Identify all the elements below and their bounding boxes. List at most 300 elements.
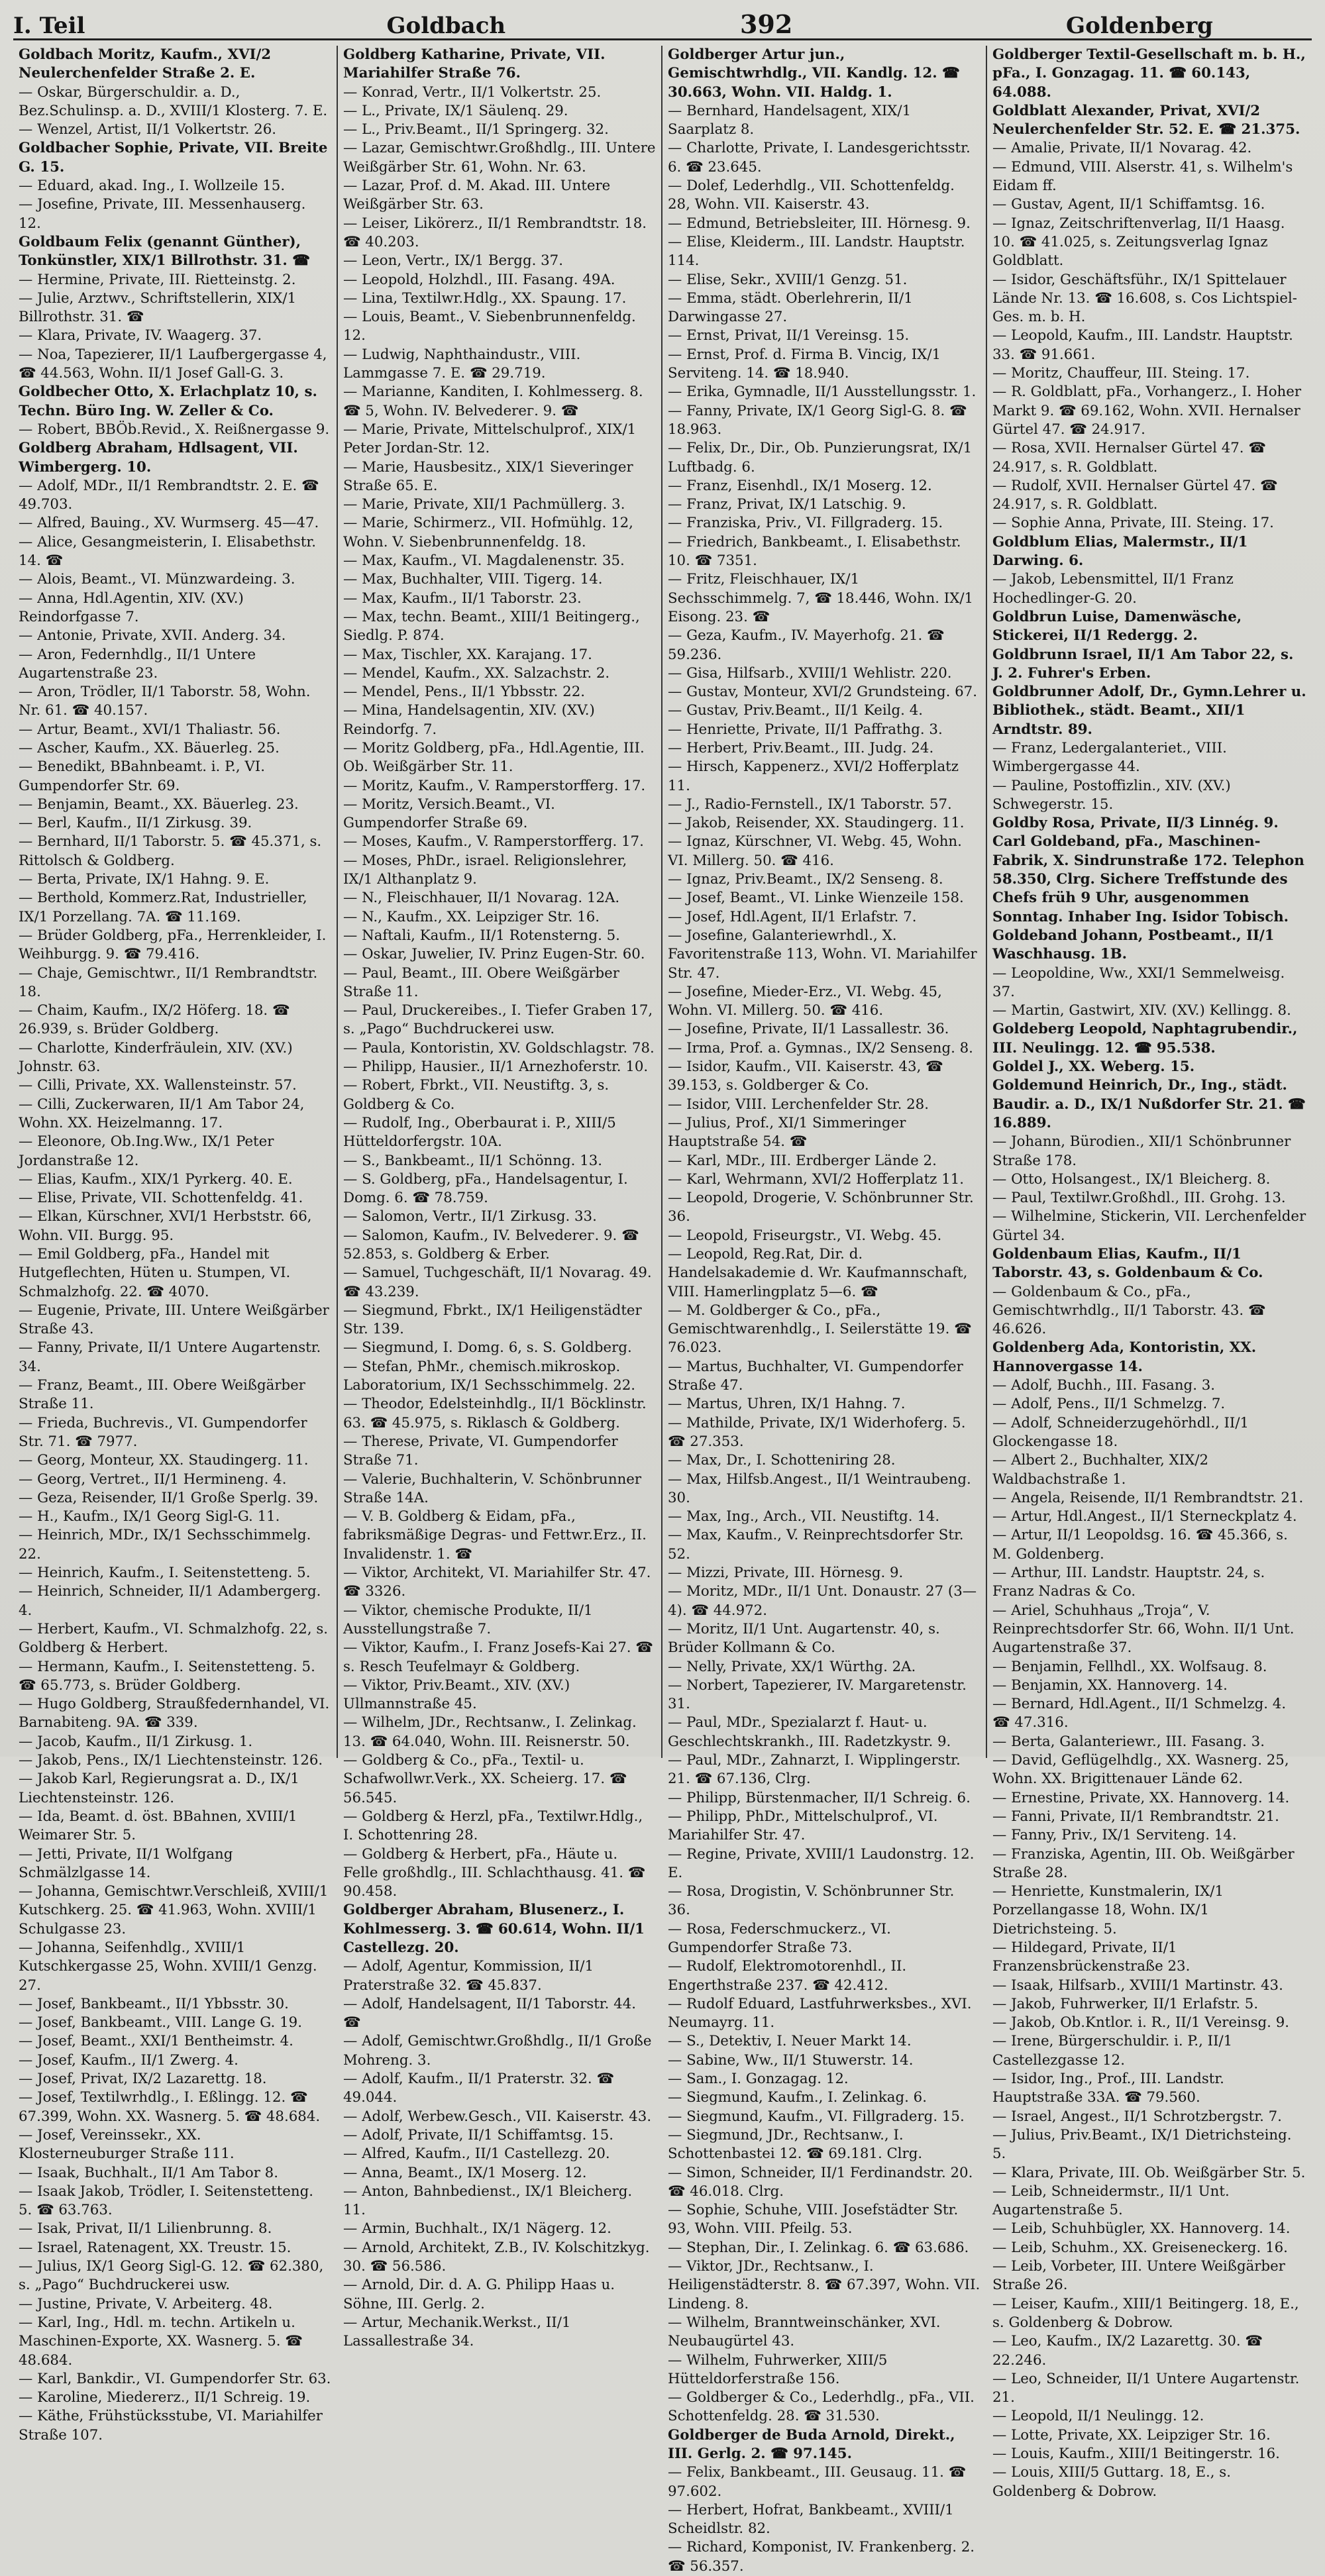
directory-entry: — Moritz, MDr., II/1 Unt. Donaustr. 27 (3—4). ☎ 44.972. [668, 1583, 977, 1619]
directory-entry: — Heinrich, MDr., IX/1 Sechsschimmelg. 22. [19, 1527, 311, 1563]
directory-entry: — Wilhelm, Fuhrwerker, XIII/5 Hütteldorferstraße 156. [668, 2351, 888, 2387]
directory-entry: — Rosa, Drogistin, V. Schönbrunner Str. 36. [668, 1883, 955, 1919]
directory-entry: — Karoline, Miedererz., II/1 Schreig. 19. [19, 2389, 311, 2406]
directory-entry: — Lina, Textilwr.Hdlg., XX. Spaung. 17. [343, 289, 627, 307]
directory-entry: — Adolf, Pens., II/1 Schmelzg. 7. [992, 1396, 1226, 1413]
directory-entry: — Viktor, Architekt, VI. Mariahilfer Str. 47. ☎ 3326. [343, 1565, 651, 1600]
directory-entry: — Martin, Gastwirt, XIV. (XV.) Kellingg. 8. [992, 1002, 1291, 1019]
directory-entry: — Elise, Private, VII. Schottenfeldg. 41. [19, 1190, 303, 1207]
directory-entry: — Adolf, Gemischtwr.Großhdlg., II/1 Große Mohreng. 3. [343, 2033, 652, 2069]
directory-entry: — M. Goldberger & Co., pFa., Gemischtwarenhdlg., I. Seilerstätte 19. ☎ 76.023. [668, 1302, 972, 1357]
directory-entry: Goldberg Katharine, Private, VII. Mariahilfer Straße 76. [343, 46, 606, 82]
directory-entry: — Franz, Ledergalanteriet., VIII. Wimbergergasse 44. [992, 739, 1227, 776]
directory-entry: — Sabine, Ww., II/1 Stuwerstr. 14. [668, 2051, 914, 2069]
directory-entry: — Moritz, Kaufm., V. Ramperstorfferg. 17. [343, 777, 646, 794]
directory-entry: — Marie, Private, Mittelschulprof., XIX/1 Peter Jordan-Str. 12. [343, 421, 637, 457]
directory-entry: — Louis, XIII/5 Guttarg. 18, E., s. Goldenberg & Dobrow. [992, 2464, 1232, 2500]
directory-entry: — Franziska, Agentin, III. Ob. Weißgärber Straße 28. [992, 1845, 1295, 1881]
directory-entry: Goldby Rosa, Private, II/3 Linnég. 9. [992, 815, 1279, 832]
directory-entry: — Edmund, VIII. Alserstr. 41, s. Wilhelm's Eidam ff. [992, 158, 1293, 195]
directory-entry: — Norbert, Tapezierer, IV. Margaretenstr. 31. [668, 1676, 967, 1713]
directory-entry: — Robert, BBÖb.Revid., X. Reißnergasse 9. [19, 421, 330, 438]
directory-entry: — Noa, Tapezierer, II/1 Laufbergergasse 4, ☎ 44.563, Wohn. II/1 Josef Gall-G. 3. [19, 346, 327, 382]
directory-entry: — Artur, Beamt., XVI/1 Thaliastr. 56. [19, 721, 281, 738]
directory-entry: — Alfred, Bauing., XV. Wurmserg. 45—47. [19, 515, 319, 532]
column-4 [987, 46, 1312, 2500]
directory-entry: — Aron, Trödler, II/1 Taborstr. 58, Wohn. Nr. 61. ☎ 40.157. [19, 684, 311, 719]
directory-entry: — Louis, Beamt., V. Siebenbrunnenfeldg. 12. [343, 309, 636, 344]
directory-entry: — Philipp, Hausier., II/1 Arnezhoferstr. 10. [343, 1058, 649, 1076]
directory-entry: — Wilhelm, Branntweinschänker, XVI. Neubaugürtel 43. [668, 2314, 941, 2350]
directory-entry: — Hildegard, Private, II/1 Franzensbrückenstraße 23. [992, 1939, 1191, 1975]
directory-entry: — Elkan, Kürschner, XVI/1 Herbststr. 66, Wohn. VII. Burgg. 95. [19, 1208, 312, 1244]
directory-entry: — Karl, Wehrmann, XVI/2 Hofferplatz 11. [668, 1170, 965, 1188]
directory-entry: — Artur, Mechanik.Werkst., II/1 Lassallestraße 34. [343, 2314, 571, 2350]
directory-entry: — Jakob Karl, Regierungsrat a. D., IX/1 Liechtensteinstr. 126. [19, 1771, 299, 1806]
directory-entry: — Konrad, Vertr., II/1 Volkertstr. 25. [343, 83, 602, 101]
directory-entry: — Benedikt, BBahnbeamt. i. P., VI. Gumpendorfer Str. 69. [19, 758, 265, 794]
directory-entry: — Edmund, Betriebsleiter, III. Hörnesg. 9. [668, 215, 971, 232]
directory-entry: — Karl, Ing., Hdl. m. techn. Artikeln u. Maschinen-Exporte, XX. Wasnerg. 5. ☎ 48.684. [19, 2314, 303, 2369]
directory-entry: — Ida, Beamt. d. öst. BBahnen, XVIII/1 Weimarer Str. 5. [19, 1808, 297, 1844]
directory-entry: — Charlotte, Kinderfräulein, XIV. (XV.) Johnstr. 63. [19, 1039, 293, 1076]
directory-entry: — Hugo Goldberg, Straußfedernhandel, VI. Barnabiteng. 9A. ☎ 339. [19, 1696, 330, 1731]
directory-entry: — Gustav, Agent, II/1 Schiffamtsg. 16. [992, 196, 1265, 213]
directory-entry: — Jakob, Ob.Kntlor. i. R., II/1 Vereinsg. 9. [992, 2014, 1290, 2032]
directory-entry: — Isaak, Buchhalt., II/1 Am Tabor 8. [19, 2164, 278, 2181]
directory-entry: — Herbert, Hofrat, Bankbeamt., XVIII/1 Scheidlstr. 82. [668, 2501, 954, 2538]
directory-entry: — Fritz, Fleischhauer, IX/1 Sechsschimmelg. 7, ☎ 18.446, Wohn. IX/1 Eisong. 23. ☎ [668, 571, 974, 625]
directory-entry: — Adolf, Buchh., III. Fasang. 3. [992, 1377, 1216, 1394]
directory-entry: — Martus, Uhren, IX/1 Hahng. 7. [668, 1396, 906, 1413]
directory-entry: — Adolf, Private, II/1 Schiffamtsg. 15. [343, 2126, 614, 2143]
directory-entry: — Salomon, Kaufm., IV. Belvederег. 9. ☎ 52.853, s. Goldberg & Erber. [343, 1227, 639, 1262]
directory-entry: — Moritz, Versich.Beamt., VI. Gumpendorfer Straße 69. [343, 796, 555, 832]
directory-entry: — Geza, Reisender, II/1 Große Sperlg. 39. [19, 1489, 319, 1506]
directory-entry: — Franz, Beamt., III. Obere Weißgärber Straße 11. [19, 1377, 305, 1413]
directory-entry: — Theodor, Edelsteinhdlg., II/1 Böcklinstr. 63. ☎ 45.975, s. Riklasch & Goldberg. [343, 1396, 647, 1431]
directory-entry: — Georg, Vertret., II/1 Hermineng. 4. [19, 1470, 287, 1488]
directory-entry: — Isak, Privat, II/1 Lilienbrunng. 8. [19, 2220, 272, 2238]
directory-entry: — Max, Kaufm., V. Reinprechtsdorfer Str. 52. [668, 1527, 964, 1563]
directory-entry: — Isidor, Kaufm., VII. Kaiserstr. 43, ☎ 39.153, s. Goldberger & Co. [668, 1058, 943, 1094]
directory-entry: — Goldberg & Herbert, pFa., Häute u. Felle großhdlg., III. Schlachthausg. 41. ☎ 90.458. [343, 1845, 646, 1900]
directory-entry: Goldbrun Luise, Damenwäsche, Stickerei, II/1 Redergg. 2. [992, 608, 1242, 644]
directory-entry: — Mina, Handelsagentin, XIV. (XV.) Reindorfg. 7. [343, 702, 595, 738]
directory-entry: — Josef, Vereinssekr., XX. Klosterneuburger Straße 111. [19, 2126, 235, 2163]
directory-entry: — Siegmund, I. Domg. 6, s. S. Goldberg. [343, 1339, 632, 1357]
directory-entry: — Bernard, Hdl.Agent., II/1 Schmelzg. 4. ☎ 47.316. [992, 1696, 1287, 1731]
directory-entry: — Elise, Sekr., XVIII/1 Genzg. 51. [668, 271, 908, 288]
directory-entry: — Max, Dr., I. Schotteniring 28. [668, 1452, 896, 1469]
directory-entry: Goldbacher Sophie, Private, VII. Breite G. 15. [19, 140, 328, 176]
directory-entry: Goldbach Moritz, Kaufm., XVI/2 Neulerchenfelder Straße 2. E. [19, 46, 272, 82]
directory-entry: — Cilli, Private, XX. Wallensteinstr. 57. [19, 1077, 297, 1094]
directory-entry: — Eleonore, Ob.Ing.Ww., IX/1 Peter Jordanstraße 12. [19, 1133, 274, 1169]
directory-entry: — Adolf, MDr., II/1 Rembrandtstr. 2. E. ☎ 49.703. [19, 477, 319, 513]
directory-entry: — Leopold, II/1 Neulingg. 12. [992, 2408, 1204, 2425]
directory-entry: — Goldberg & Herzl, pFa., Textilwr.Hdlg., I. Schottenring 28. [343, 1808, 643, 1844]
directory-entry: — Samuel, Tuchgeschäft, II/1 Novarag. 49. ☎ 43.239. [343, 1264, 652, 1300]
directory-entry: Goldel J., XX. Weberg. 15. [992, 1058, 1195, 1076]
directory-entry: — Ariel, Schuhhaus „Troja“, V. Reinprechtsdorfer Str. 66, Wohn. II/1 Unt. Augartenstraße 37. [992, 1602, 1295, 1657]
directory-entry: — Adolf, Schneiderzugehörhdl., II/1 Glockengasse 18. [992, 1414, 1249, 1450]
directory-entry: — Rudolf, XVII. Hernalser Gürtel 47. ☎ 24.917, s. R. Goldblatt. [992, 477, 1278, 513]
directory-entry: — L., Private, IX/1 Säulenq. 29. [343, 102, 568, 119]
directory-entry: — Elise, Kleiderm., III. Landstr. Hauptstr. 114. [668, 233, 965, 270]
directory-entry: — Anna, Beamt., IX/1 Moserg. 12. [343, 2164, 587, 2181]
directory-entry: — Berthold, Kommerz.Rat, Industrieller, IX/1 Porzellang. 7A. ☎ 11.169. [19, 890, 307, 925]
directory-entry: — Oskar, Bürgerschuldir. a. D., Bez.Schulinsp. a. D., XVIII/1 Klosterg. 7. E. [19, 83, 328, 119]
directory-entry: — Karl, MDr., III. Erdberger Lände 2. [668, 1152, 937, 1169]
directory-entry: — Moritz, II/1 Unt. Augartenstr. 40, s. Brüder Kollmann & Co. [668, 1620, 940, 1657]
directory-entry: — Isidor, VIII. Lerchenfelder Str. 28. [668, 1096, 929, 1113]
directory-entry: — Bernhard, Handelsagent, XIX/1 Saarplatz 8. [668, 102, 912, 138]
directory-entry: — Gustav, Monteur, XVI/2 Grundsteing. 67. [668, 684, 977, 701]
directory-entry: — Gisa, Hilfsarb., XVIII/1 Wehlistr. 220. [668, 664, 952, 682]
directory-entry: — Johanna, Seifenhdlg., XVIII/1 Kutschkergasse 25, Wohn. XVIII/1 Genzg. 27. [19, 1939, 317, 1994]
directory-entry: — Julius, IX/1 Georg Sigl-G. 12. ☎ 62.380, s. „Pago“ Buchdruckerei usw. [19, 2258, 324, 2294]
directory-entry: — Jetti, Private, II/1 Wolfgang Schmälzlgasse 14. [19, 1845, 233, 1881]
directory-entry: — Alice, Gesangmeisterin, I. Elisabethstr. 14. ☎ [19, 533, 317, 570]
directory-entry: Goldberger de Buda Arnold, Direkt., III. Gerlg. 2. ☎ 97.145. [668, 2426, 955, 2462]
directory-entry: — Klara, Private, III. Ob. Weißgärber Str. 5. [992, 2164, 1306, 2181]
directory-entry: — Anna, Hdl.Agentin, XIV. (XV.) Reindorfgasse 7. [19, 590, 244, 625]
directory-entry: — Leopold, Friseurgstr., VI. Webg. 45. [668, 1227, 942, 1244]
directory-entry: — Karl, Bankdir., VI. Gumpendorfer Str. 63. [19, 2370, 331, 2387]
directory-entry: — Wilhelmine, Stickerin, VII. Lerchenfelder Gürtel 34. [992, 1208, 1306, 1244]
directory-entry: — Albert 2., Buchhalter, XIX/2 Waldbachstraße 1. [992, 1452, 1209, 1488]
directory-entry: — Franziska, Priv., VI. Fillgraderg. 15. [668, 515, 943, 532]
directory-entry: — Mendel, Pens., II/1 Ybbsstr. 22. [343, 684, 586, 701]
directory-entry: — Martus, Buchhalter, VI. Gumpendorfer Straße 47. [668, 1358, 963, 1394]
directory-entry: Goldeberg Leopold, Naphtagrubendir., III. Neulingg. 12. ☎ 95.538. [992, 1021, 1298, 1056]
directory-entry: — Dolef, Lederhdlg., VII. Schottenfeldg. 28, Wohn. VII. Kaiserstr. 43. [668, 178, 955, 213]
directory-entry: — Jakob, Pens., IX/1 Liechtensteinstr. 126. [19, 1752, 323, 1769]
directory-entry: — Oskar, Juwelier, IV. Prinz Eugen-Str. 60. [343, 946, 645, 963]
directory-entry: — Benjamin, Fellhdl., XX. Wolfsaug. 8. [992, 1658, 1267, 1675]
directory-entry: — Therese, Private, VI. Gumpendorfer Straße 71. [343, 1433, 618, 1469]
directory-entry: — Amalie, Private, II/1 Novarag. 42. [992, 140, 1252, 157]
directory-entry: — Siegmund, Kaufm., VI. Fillgraderg. 15. [668, 2108, 965, 2125]
directory-entry: — Regine, Private, XVIII/1 Laudonstrg. 12. E. [668, 1845, 975, 1881]
directory-entry: Goldbrunner Adolf, Dr., Gymn.Lehrer u. Bibliothek., städt. Beamt., XII/1 Arndtstr. 89. [992, 684, 1306, 738]
directory-entry: — Chaim, Kaufm., IX/2 Höferg. 18. ☎ 26.939, s. Brüder Goldberg. [19, 1002, 290, 1038]
directory-entry: — Adolf, Agentur, Kommission, II/1 Praterstraße 32. ☎ 45.837. [343, 1958, 594, 1994]
directory-entry: — Aron, Federnhdlg., II/1 Untere Augartenstraße 23. [19, 646, 256, 682]
directory-entry: — Leopold, Kaufm., III. Landstr. Hauptstr. 33. ☎ 91.661. [992, 327, 1293, 363]
directory-entry: — Klara, Private, IV. Waagerg. 37. [19, 327, 262, 344]
directory-entry: — Rudolf, Ing., Oberbaurat i. P., XIII/5 Hütteldorfergstr. 10A. [343, 1114, 616, 1151]
directory-entry: — Louis, Kaufm., XIII/1 Beitingerstr. 16. [992, 2446, 1280, 2462]
directory-entry: — V. B. Goldberg & Eidam, pFa., fabriksmäßige Degras- und Fettwr.Erz., II. Invalidenstr. 1. ☎ [343, 1508, 647, 1563]
directory-entry: — Isaak, Hilfsarb., XVIII/1 Martinstr. 43. [992, 1977, 1283, 1994]
directory-entry: Goldemund Heinrich, Dr., Ing., städt. Baudir. a. D., IX/1 Nußdorfer Str. 21. ☎ 16.889. [992, 1077, 1306, 1131]
directory-entry: — Gustav, Priv.Beamt., II/1 Keilg. 4. [668, 702, 924, 719]
directory-entry: — Henriette, Private, II/1 Paffrathg. 3. [668, 721, 943, 738]
directory-entry: Goldeband Johann, Postbeamt., II/1 Waschhausg. 1B. [992, 927, 1275, 963]
directory-entry: Goldberger Abraham, Blusenerz., I. Kohlmesserg. 3. ☎ 60.614, Wohn. II/1 Castellezg. 20. [343, 1902, 645, 1956]
directory-entry: — Leopoldine, Ww., XXI/1 Semmelweisg. 37. [992, 964, 1285, 1000]
directory-entry: — Max, Buchhalter, VIII. Tigerg. 14. [343, 571, 603, 588]
directory-entry: — Max, Kaufm., VI. Magdalenenstr. 35. [343, 552, 625, 570]
directory-entry: — Sophie, Schuhe, VIII. Josefstädter Str. 93, Wohn. VIII. Pfeilg. 53. [668, 2202, 959, 2238]
directory-entry: — Leiser, Likörerz., II/1 Rembrandtstr. 18. ☎ 40.203. [343, 215, 647, 250]
directory-entry: — Eugenie, Private, III. Untere Weißgärber Straße 43. [19, 1302, 329, 1338]
directory-entry: — Berta, Galanteriewr., III. Fasang. 3. [992, 1733, 1265, 1750]
directory-entry: — Rosa, XVII. Hernalser Gürtel 47. ☎ 24.917, s. R. Goldblatt. [992, 440, 1266, 476]
directory-entry: — N., Fleischhauer, II/1 Novarag. 12A. [343, 890, 620, 907]
column-2 [338, 46, 662, 2350]
directory-entry: — Herbert, Priv.Beamt., III. Judg. 24. [668, 739, 934, 756]
directory-entry: — Adolf, Handelsagent, II/1 Taborstr. 44. ☎ [343, 1995, 637, 2032]
directory-entry: — R. Goldblatt, pFa., Vorhangerz., I. Hoher Markt 9. ☎ 69.162, Wohn. XVII. Hernalser Gürtel 47. ☎ 24.917. [992, 384, 1302, 438]
directory-entry: — Philipp, PhDr., Mittelschulprof., VI. Mariahilfer Str. 47. [668, 1808, 938, 1844]
directory-entry: — S., Bankbeamt., II/1 Schönng. 13. [343, 1152, 603, 1169]
directory-entry: Goldbrunn Israel, II/1 Am Tabor 22, s. J. 2. Fuhrer's Erben. [992, 646, 1294, 682]
directory-entry: — Ernst, Privat, II/1 Vereinsg. 15. [668, 327, 910, 344]
directory-entry: — Ignaz, Priv.Beamt., IX/2 Senseng. 8. [668, 871, 943, 888]
directory-entry: Goldenbaum Elias, Kaufm., II/1 Taborstr. 43, s. Goldenbaum & Co. [992, 1246, 1263, 1282]
directory-entry: — Goldberg & Co., pFa., Textil- u. Schafwollwr.Verk., XX. Scheierg. 17. ☎ 56.545. [343, 1752, 627, 1806]
directory-entry: — Ernestine, Private, XX. Hannoverg. 14. [992, 1789, 1290, 1806]
directory-entry: — Antonie, Private, XVII. Anderg. 34. [19, 627, 286, 644]
directory-entry: — Josefine, Mieder-Erz., VI. Webg. 45, Wohn. VI. Millerg. 50. ☎ 416. [668, 983, 942, 1019]
directory-entry: — Heinrich, Kaufm., I. Seitenstetteng. 5. [19, 1565, 311, 1582]
directory-entry: — Emma, städt. Oberlehrerin, II/1 Darwingasse 27. [668, 289, 913, 326]
directory-entry: — Josef, Beamt., XXI/1 Bentheimstr. 4. [19, 2033, 293, 2050]
directory-entry: Goldbecher Otto, X. Erlachplatz 10, s. Techn. Büro Ing. W. Zeller & Co. [19, 384, 317, 419]
directory-entry: — Hermann, Kaufm., I. Seitenstetteng. 5. ☎ 65.773, s. Brüder Goldberg. [19, 1658, 315, 1694]
directory-entry: — Hermine, Private, III. Rietteinstg. 2. [19, 271, 296, 288]
directory-entry: — Geza, Kaufm., IV. Mayerhofg. 21. ☎ 59.236. [668, 627, 945, 663]
directory-entry: — Paul, MDr., Zahnarzt, I. Wipplingerstr. 21. ☎ 67.136, Clrg. [668, 1752, 961, 1788]
directory-entry: — Lotte, Private, XX. Leipziger Str. 16. [992, 2426, 1271, 2444]
directory-entry: — Irma, Prof. a. Gymnas., IX/2 Senseng. 8. [668, 1039, 973, 1056]
directory-entry: — Julius, Prof., XI/1 Simmeringer Hauptstraße 54. ☎ [668, 1114, 906, 1151]
directory-entry: — Robert, Fbrkt., VII. Neustiftg. 3, s. Goldberg & Co. [343, 1077, 610, 1113]
directory-entry: — Artur, Hdl.Angest., II/1 Sterneckplatz 4. [992, 1508, 1297, 1525]
directory-entry: — Cilli, Zuckerwaren, II/1 Am Tabor 24, Wohn. XX. Heizelmanng. 17. [19, 1096, 305, 1131]
directory-entry: — Marie, Schirmerz., VII. Hofmühlg. 12, Wohn. V. Siebenbrunnenfeldg. 18. [343, 515, 633, 550]
directory-entry: Goldblatt Alexander, Privat, XVI/2 Neulerchenfelder Str. 52. E. ☎ 21.375. [992, 102, 1300, 138]
last-entry-keyword: Goldenberg [1066, 13, 1213, 39]
directory-entry: Carl Goldeband, pFa., Maschinen-Fabrik, X. Sindrunstraße 172. Telephon 58.350, Clrg. Sichere Treffstunde des Chefs früh 9 Uhr, ausgenommen Sonntag. Inhaber Ing. Isidor Tobisch. [992, 833, 1304, 925]
directory-entry: — Hirsch, Kappenerz., XVI/2 Hofferplatz 11. [668, 758, 959, 794]
directory-entry: Goldblum Elias, Malermstr., II/1 Darwing. 6. [992, 533, 1248, 570]
directory-entry: — Georg, Monteur, XX. Staudingerg. 11. [19, 1452, 309, 1469]
directory-entry: Goldbaum Felix (genannt Günther), Tonkünstler, XIX/1 Billrothstr. 31. ☎ [19, 233, 310, 270]
directory-entry: — Leiser, Kaufm., XIII/1 Beitingerg. 18, E., s. Goldenberg & Dobrow. [992, 2295, 1299, 2331]
directory-entry: — Leib, Schuhbügler, XX. Hannoverg. 14. [992, 2220, 1291, 2238]
directory-entry: — David, Geflügelhdlg., XX. Wasnerg. 25, Wohn. XX. Brigittenauer Lände 62. [992, 1752, 1289, 1788]
directory-entry: — Fanny, Priv., IX/1 Serviteng. 14. [992, 1827, 1237, 1844]
directory-entry: — Lazar, Gemischtwr.Großhdlg., III. Untere Weißgärber Str. 61, Wohn. Nr. 63. [343, 140, 656, 176]
directory-entry: — Frieda, Buchrevis., VI. Gumpendorfer Str. 71. ☎ 7977. [19, 1414, 307, 1450]
directory-entry: — Max, Hilfsb.Angest., II/1 Weintraubeng. 30. [668, 1470, 971, 1506]
directory-entry: — Paula, Kontoristin, XV. Goldschlagstr. 78. [343, 1039, 655, 1056]
directory-entry: — Franz, Eisenhdl., IX/1 Moserg. 12. [668, 477, 932, 494]
directory-entry: — Josef, Textilwrhdlg., I. Eßlingg. 12. ☎ 67.399, Wohn. XX. Wasnerg. 5. ☎ 48.684. [19, 2089, 321, 2125]
directory-entry: — Richard, Komponist, IV. Frankenberg. 2. ☎ 56.357. [668, 2539, 975, 2575]
directory-entry: — Josef, Beamt., VI. Linke Wienzeile 158. [668, 890, 964, 907]
directory-entry: — Herbert, Kaufm., VI. Schmalzhofg. 22, s. Goldberg & Herbert. [19, 1620, 329, 1657]
directory-entry: — Franz, Privat, IX/1 Latschig. 9. [668, 496, 906, 513]
directory-entry: — Paul, MDr., Spezialarzt f. Haut- u. Geschlechtskrankh., III. Radetzkystr. 9. [668, 1714, 951, 1750]
directory-entry: — Armin, Buchhalt., IX/1 Nägerg. 12. [343, 2220, 611, 2238]
column-3 [662, 46, 987, 2575]
directory-entry: — Jakob, Reisender, XX. Staudingerg. 11. [668, 815, 965, 832]
directory-entry: — Isidor, Ing., Prof., III. Landstr. Hauptstraße 33A. ☎ 79.560. [992, 2071, 1224, 2106]
directory-entry: — Leo, Schneider, II/1 Untere Augartenstr. 21. [992, 2370, 1300, 2406]
directory-entry: — Leopold, Drogerie, V. Schönbrunner Str. 36. [668, 1190, 974, 1225]
directory-entry: — Viktor, Priv.Beamt., XIV. (XV.) Ullmannstraße 45. [343, 1676, 570, 1713]
directory-entry: — Siegmund, Kaufm., I. Zelinkag. 6. [668, 2089, 927, 2106]
directory-entry: — Josefine, Galanteriewrhdl., X. Favoritenstraße 113, Wohn. VI. Mariahilfer Str. 47. [668, 927, 977, 982]
directory-entry: — Emil Goldberg, pFa., Handel mit Hutgeflechten, Hüten u. Stumpen, VI. Schmalzhofg. 22. ☎ 4070. [19, 1246, 291, 1300]
directory-entry: — Ignaz, Zeitschriftenverlag, II/1 Haasg. 10. ☎ 41.025, s. Zeitungsverlag Ignaz Goldblatt. [992, 215, 1285, 270]
directory-entry: — Leib, Schuhm., XX. Greiseneckerg. 16. [992, 2239, 1288, 2256]
directory-entry: — Sophie Anna, Private, III. Steing. 17. [992, 515, 1274, 532]
directory-entry: — Paul, Textilwr.Großhdl., III. Grohg. 13. [992, 1190, 1286, 1207]
directory-entry: — Brüder Goldberg, pFa., Herrenkleider, I. Weihburgg. 9. ☎ 79.416. [19, 927, 327, 963]
directory-entry: — Stephan, Dir., I. Zelinkag. 6. ☎ 63.686. [668, 2239, 969, 2256]
directory-entry: — Anton, Bahnbedienst., IX/1 Bleicherg. 11. [343, 2183, 633, 2219]
directory-entry: — Stefan, PhMr., chemisch.mikroskop. Laboratorium, IX/1 Sechsschimmelg. 22. [343, 1358, 636, 1394]
directory-entry: — Josef, Bankbeamt., II/1 Ybbsstr. 30. [19, 1995, 289, 2012]
page-number: 392 [739, 9, 793, 39]
directory-entry: — Ernst, Prof. d. Firma B. Vincig, IX/1 Serviteng. 14. ☎ 18.940. [668, 346, 941, 382]
page-header [13, 9, 1312, 40]
directory-entry: — Fanny, Private, IX/1 Georg Sigl-G. 8. ☎ 18.963. [668, 402, 967, 438]
directory-entry: — Jakob, Fuhrwerker, II/1 Erlafstr. 5. [992, 1995, 1259, 2012]
directory-entry: — Arnold, Architekt, Z.B., IV. Kolschitzkyg. 30. ☎ 56.586. [343, 2239, 650, 2275]
directory-entry: — J., Radio-Fernstell., IX/1 Taborstr. 57. [668, 796, 952, 813]
directory-entry: — Nelly, Private, XX/1 Würthg. 2A. [668, 1658, 916, 1675]
directory-entry: — Moritz, Chauffeur, III. Steing. 17. [992, 365, 1250, 382]
directory-entry: — Valerie, Buchhalterin, V. Schönbrunner Straße 14A. [343, 1470, 642, 1506]
directory-entry: — Alfred, Kaufm., II/1 Castellezg. 20. [343, 2145, 610, 2163]
directory-entry: — Alois, Beamt., VI. Münzwardeing. 3. [19, 571, 295, 588]
directory-entry: — Lazar, Prof. d. M. Akad. III. Untere Weißgärber Str. 63. [343, 178, 611, 213]
directory-entry: — Goldenbaum & Co., pFa., Gemischtwrhdlg., II/1 Taborstr. 43. ☎ 46.626. [992, 1283, 1266, 1338]
directory-entry: — S. Goldberg, pFa., Handelsagentur, I. Domg. 6. ☎ 78.759. [343, 1170, 628, 1207]
directory-entry: — Berl, Kaufm., II/1 Zirkusg. 39. [19, 815, 252, 832]
directory-entry: — Artur, II/1 Leopoldsg. 16. ☎ 45.366, s. M. Goldenberg. [992, 1527, 1288, 1563]
directory-entry: — Marie, Private, XII/1 Pachmüllerg. 3. [343, 496, 625, 513]
directory-entry: — Julius, Priv.Beamt., IX/1 Dietrichsteing. 5. [992, 2126, 1292, 2163]
directory-entry: — Leo, Kaufm., IX/2 Lazarettg. 30. ☎ 22.246. [992, 2333, 1263, 2369]
directory-entry: — Viktor, Kaufm., I. Franz Josefs-Kai 27. ☎ s. Resch Teufelmayr & Goldberg. [343, 1639, 653, 1675]
directory-entry: — Adolf, Kaufm., II/1 Praterstr. 32. ☎ 49.044. [343, 2071, 614, 2106]
directory-entry: — Ascher, Kaufm., XX. Bäuerleg. 25. [19, 739, 280, 756]
directory-entry: — Isidor, Geschäftsführ., IX/1 Spittelauer Lände Nr. 13. ☎ 16.608, s. Cos Lichtspiel-Ges. m. b. H. [992, 271, 1297, 326]
directory-entry: — Fanny, Private, II/1 Untere Augartenstr. 34. [19, 1339, 321, 1375]
directory-entry: — Johann, Bürodien., XII/1 Schönbrunner Straße 178. [992, 1133, 1291, 1169]
directory-entry: — Felix, Bankbeamt., III. Geusaug. 11. ☎ 97.602. [668, 2464, 967, 2500]
directory-entry: — Max, Ing., Arch., VII. Neustiftg. 14. [668, 1508, 940, 1525]
directory-entry: — Moses, PhDr., israel. Religionslehrer, IX/1 Althanplatz 9. [343, 852, 627, 888]
directory-entry: — Rudolf Eduard, Lastfuhrwerksbes., XVI. Neumayrg. 11. [668, 1995, 972, 2032]
directory-entry: — Benjamin, XX. Hannoverg. 14. [992, 1676, 1228, 1694]
directory-entry: — Moses, Kaufm., V. Ramperstorfferg. 17. [343, 833, 644, 850]
column-1 [13, 46, 338, 2444]
directory-entry: — Max, techn. Beamt., XIII/1 Beitingerg., Siedlg. P. 874. [343, 608, 640, 644]
directory-entry: — Henriette, Kunstmalerin, IX/1 Porzellangasse 18, Wohn. IX/1 Dietrichsteing. 5. [992, 1883, 1224, 1937]
directory-entry: — Benjamin, Beamt., XX. Bäuerleg. 23. [19, 796, 299, 813]
directory-entry: — Johanna, Gemischtwr.Verschleiß, XVIII/1 Kutschkerg. 25. ☎ 41.963, Wohn. XVIII/1 Schulgasse 23. [19, 1883, 329, 1937]
directory-entry: — Viktor, JDr., Rechtsanw., I. Heiligenstädterstr. 8. ☎ 67.397, Wohn. VII. Lindeng. 8. [668, 2258, 980, 2312]
directory-entry: — Felix, Dr., Dir., Ob. Punzierungsrat, IX/1 Luftbadg. 6. [668, 440, 973, 476]
directory-entry: — Simon, Schneider, II/1 Ferdinandstr. 20. ☎ 46.018. Clrg. [668, 2164, 973, 2200]
directory-entry: — Julie, Arztwv., Schriftstellerin, XIX/1 Billrothstr. 31. ☎ [19, 289, 297, 326]
directory-entry: — Goldberger & Co., Lederhdlg., pFa., VII. Schottenfeldg. 28. ☎ 31.530. [668, 2389, 975, 2425]
directory-entry: — Käthe, Frühstücksstube, VI. Mariahilfer Straße 107. [19, 2408, 323, 2444]
directory-entry: — Mizzi, Private, III. Hörnesg. 9. [668, 1565, 904, 1582]
directory-entry: — Siegmund, JDr., Rechtsanw., I. Schottenbastei 12. ☎ 69.181. Clrg. [668, 2126, 923, 2163]
directory-entry: — Elias, Kaufm., XIX/1 Pyrkerg. 40. E. [19, 1170, 293, 1188]
directory-entry: — Salomon, Vertr., II/1 Zirkusg. 33. [343, 1208, 597, 1225]
directory-entry: — Josef, Bankbeamt., VIII. Lange G. 19. [19, 2014, 302, 2032]
directory-entry: — Josef, Privat, IX/2 Lazarettg. 18. [19, 2071, 267, 2088]
directory-entry: — Ludwig, Naphthaindustr., VIII. Lammgasse 7. E. ☎ 29.719. [343, 346, 581, 382]
directory-entry: — Marie, Hausbesitz., XIX/1 Sieveringer Straße 65. E. [343, 458, 633, 494]
directory-entry: — Josefine, Private, II/1 Lassallestr. 36. [668, 1021, 949, 1038]
directory-entry: — N., Kaufm., XX. Leipziger Str. 16. [343, 908, 600, 925]
directory-entry: — L., Priv.Beamt., II/1 Springerg. 32. [343, 121, 609, 138]
directory-entry: — Paul, Druckereibes., I. Tiefer Graben 17, s. „Pago“ Buchdruckerei usw. [343, 1002, 653, 1038]
directory-entry: — Naftali, Kaufm., II/1 Rotensterng. 5. [343, 927, 620, 944]
directory-entry: — Justine, Private, V. Arbeiterg. 48. [19, 2295, 273, 2312]
directory-entry: — H., Kaufm., IX/1 Georg Sigl-G. 11. [19, 1508, 280, 1525]
directory-entry: — Josefine, Private, III. Messenhauserg. 12. [19, 196, 306, 232]
directory-entry: — Irene, Bürgerschuldir. i. P., II/1 Castellezgasse 12. [992, 2033, 1233, 2069]
directory-entry: — Berta, Private, IX/1 Hahng. 9. E. [19, 871, 270, 888]
directory-entry: Goldberger Artur jun., Gemischtwrhdlg., VII. Kandlg. 12. ☎ 30.663, Wohn. VII. Haldg. 1. [668, 46, 960, 101]
directory-entry: — Wenzel, Artist, II/1 Volkertstr. 26. [19, 121, 277, 138]
directory-entry: — Adolf, Werbew.Gesch., VII. Kaiserstr. 43. [343, 2108, 652, 2125]
directory-entry: — Leib, Schneidermstr., II/1 Unt. Augartenstraße 5. [992, 2183, 1230, 2219]
directory-entry: — Arnold, Dir. d. A. G. Philipp Haas u. Söhne, III. Gerlg. 2. [343, 2277, 615, 2312]
directory-entry: — Angela, Reisende, II/1 Rembrandtstr. 21. [992, 1489, 1304, 1506]
directory-entry: Goldberger Textil-Gesellschaft m. b. H., pFa., I. Gonzagag. 11. ☎ 60.143, 64.088. [992, 46, 1306, 101]
directory-entry: — Philipp, Bürstenmacher, II/1 Schreig. 6. [668, 1789, 971, 1806]
directory-entry: — Leib, Vorbeter, III. Untere Weißgärber Straße 26. [992, 2258, 1285, 2294]
directory-entry: — Pauline, Postoffizlin., XIV. (XV.) Schwegerstr. 15. [992, 777, 1231, 813]
directory-entry: — Paul, Beamt., III. Obere Weißgärber Straße 11. [343, 964, 619, 1000]
directory-entry: — Wilhelm, JDr., Rechtsanw., I. Zelinkag. 13. ☎ 64.040, Wohn. III. Reisnerstr. 50. [343, 1714, 637, 1750]
first-entry-keyword: Goldbach [386, 13, 506, 39]
directory-entry: — Leopold, Reg.Rat, Dir. d. Handelsakademie d. Wr. Kaufmannschaft, VIII. Hamerlingplatz 5—6. ☎ [668, 1246, 968, 1300]
directory-entry: — Mendel, Kaufm., XX. Salzachstr. 2. [343, 664, 610, 682]
directory-entry: — Israel, Ratenagent, XX. Treustr. 15. [19, 2239, 292, 2256]
directory-entry: — Leopold, Holzhdl., III. Fasang. 49A. [343, 271, 615, 288]
directory-entry: — Viktor, chemische Produkte, II/1 Ausstellungstraße 7. [343, 1602, 593, 1637]
directory-entry: — Eduard, akad. Ing., I. Wollzeile 15. [19, 178, 286, 195]
directory-entry: — Sam., I. Gonzagag. 12. [668, 2071, 849, 2088]
directory-entry: — Jakob, Lebensmittel, II/1 Franz Hochedlinger-G. 20. [992, 571, 1234, 607]
directory-entry: — Mathilde, Private, IX/1 Widerhoferg. 5. ☎ 27.353. [668, 1414, 966, 1450]
directory-entry: — Erika, Gymnadle, II/1 Ausstellungsstr. 1. [668, 384, 977, 401]
directory-entry: — Heinrich, Schneider, II/1 Adambergerg. 4. [19, 1583, 321, 1619]
directory-entry: — Jacob, Kaufm., II/1 Zirkusg. 1. [19, 1733, 253, 1750]
directory-entry: — Josef, Hdl.Agent, II/1 Erlafstr. 7. [668, 908, 917, 925]
directory-entry: — Chaje, Gemischtwr., II/1 Rembrandtstr. 18. [19, 964, 318, 1000]
directory-entry: — Rudolf, Elektromotorenhdl., II. Engerthstraße 237. ☎ 42.412. [668, 1958, 907, 1994]
section-label: I. Teil [13, 13, 85, 39]
columns-container [13, 46, 1312, 2575]
directory-entry: — Isaak Jakob, Trödler, I. Seitenstetteng. 5. ☎ 63.763. [19, 2183, 314, 2219]
